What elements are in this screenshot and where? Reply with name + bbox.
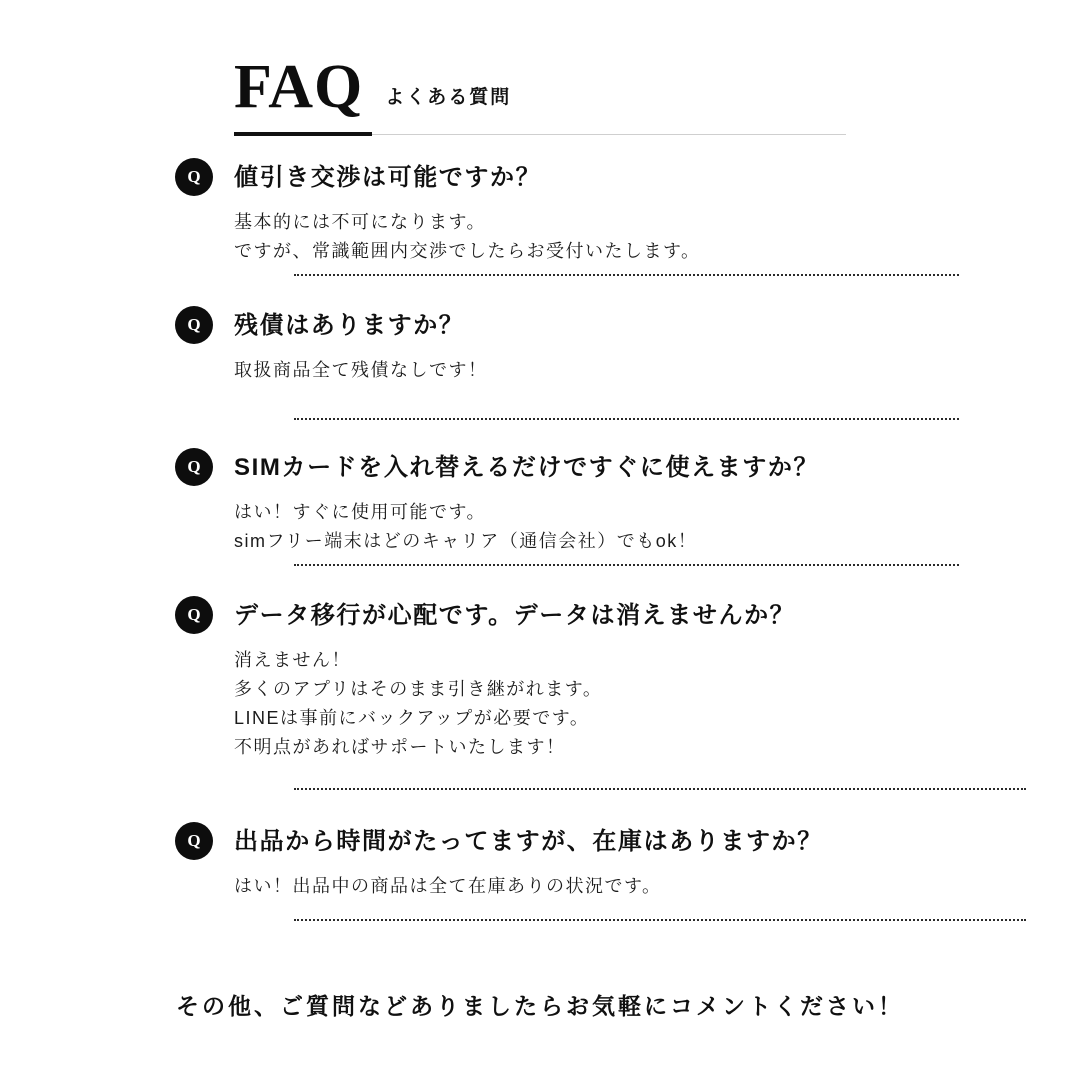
footer-note: その他、ご質問などありましたらお気軽にコメントください！ bbox=[176, 993, 904, 1019]
faq-answer bbox=[234, 356, 935, 385]
page-subtitle: よくある質問 bbox=[385, 87, 512, 108]
page-header bbox=[234, 55, 846, 121]
question-badge-icon: Q bbox=[175, 596, 213, 634]
faq-item bbox=[175, 596, 935, 790]
header-row bbox=[234, 55, 846, 121]
faq-answer-line: 消えません！ bbox=[234, 650, 351, 670]
faq-answer-line: simフリー端末はどのキャリア（通信会社）でもok！ bbox=[234, 531, 698, 551]
question-badge-icon: Q bbox=[175, 158, 213, 196]
header-rule-thick bbox=[234, 132, 372, 136]
faq-question: 出品から時間がたってますが、在庫はありますか？ bbox=[234, 828, 823, 855]
faq-item bbox=[175, 158, 935, 276]
faq-answer bbox=[234, 208, 935, 266]
question-badge-icon: Q bbox=[175, 822, 213, 860]
faq-item bbox=[175, 448, 935, 566]
faq-answer-line: 取扱商品全て残債なしです！ bbox=[234, 360, 488, 380]
faq-answer-line: 多くのアプリはそのまま引き継がれます。 bbox=[234, 679, 603, 699]
faq-divider bbox=[294, 274, 959, 276]
faq-answer-line: 基本的には不可になります。 bbox=[234, 212, 487, 232]
faq-divider bbox=[294, 418, 959, 420]
faq-answer-line: はい！出品中の商品は全て在庫ありの状況です。 bbox=[234, 876, 662, 896]
faq-answer bbox=[234, 498, 935, 556]
faq-list bbox=[175, 158, 935, 921]
faq-answer-line: はい！すぐに使用可能です。 bbox=[234, 502, 487, 522]
faq-answer-line: ですが、常識範囲内交渉でしたらお受付いたします。 bbox=[234, 241, 701, 261]
question-badge-icon: Q bbox=[175, 306, 213, 344]
faq-question: データ移行が心配です。データは消えませんか？ bbox=[234, 602, 796, 629]
faq-divider bbox=[294, 788, 1026, 790]
faq-answer bbox=[234, 872, 935, 901]
faq-divider bbox=[294, 919, 1026, 921]
faq-answer-line: 不明点があればサポートいたします！ bbox=[234, 737, 566, 757]
faq-question: SIMカードを入れ替えるだけですぐに使えますか？ bbox=[234, 454, 820, 481]
faq-answer-line: LINEは事前にバックアップが必要です。 bbox=[234, 708, 590, 728]
faq-item bbox=[175, 822, 935, 921]
question-badge-icon: Q bbox=[175, 448, 213, 486]
page-title: FAQ bbox=[234, 53, 364, 121]
faq-divider bbox=[294, 564, 959, 566]
faq-question: 値引き交渉は可能ですか？ bbox=[234, 164, 542, 191]
faq-item bbox=[175, 306, 935, 420]
faq-question: 残債はありますか？ bbox=[234, 312, 465, 339]
faq-answer bbox=[234, 646, 935, 762]
